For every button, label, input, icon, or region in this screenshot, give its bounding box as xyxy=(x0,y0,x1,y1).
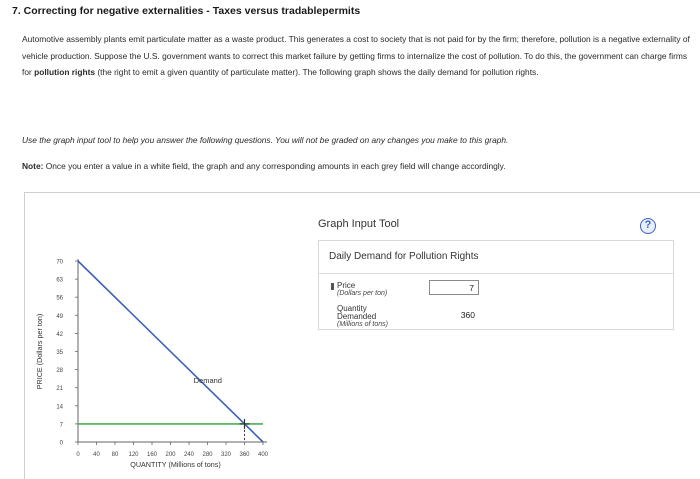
question-paragraph xyxy=(22,31,694,81)
price-label: Price xyxy=(337,281,356,290)
price-input[interactable] xyxy=(429,280,479,295)
x-tick-label: 320 xyxy=(220,452,232,458)
y-tick-label: 49 xyxy=(56,313,63,320)
paragraph-text-2: (the right to emit a given quantity of particulate matter). The following graph shows the daily demand for pollution rights. xyxy=(95,67,539,77)
x-tick-label: 120 xyxy=(128,452,139,458)
x-tick-label: 0 xyxy=(76,452,80,458)
note-label: Note: xyxy=(22,161,44,171)
graph-panel xyxy=(24,192,700,479)
x-tick-label: 80 xyxy=(111,452,119,458)
x-axis-label: QUANTITY (Millions of tons) xyxy=(130,460,221,469)
quantity-value: 360 xyxy=(460,310,475,320)
question-title: 7. Correcting for negative externalities - Taxes versus tradablepermits xyxy=(12,5,361,17)
y-tick-label: 35 xyxy=(56,350,63,356)
tool-title: Graph Input Tool xyxy=(318,218,400,230)
y-tick-label: 21 xyxy=(56,386,63,393)
y-tick-label: 42 xyxy=(56,331,63,338)
paragraph-bold-term: pollution rights xyxy=(34,67,96,77)
tool-heading: Daily Demand for Pollution Rights xyxy=(329,251,479,262)
tool-divider xyxy=(319,273,673,274)
x-tick-label: 280 xyxy=(202,452,213,458)
quantity-label-1: Quantity xyxy=(337,304,367,313)
y-tick-label: 7 xyxy=(59,422,63,429)
y-axis-label: PRICE (Dollars per ton) xyxy=(35,313,44,390)
y-tick-label: 14 xyxy=(56,404,63,411)
x-tick-label: 400 xyxy=(257,452,269,458)
y-tick-label: 70 xyxy=(56,259,63,266)
y-tick-label: 28 xyxy=(56,368,63,375)
tool-box xyxy=(318,240,674,330)
x-tick-label: 200 xyxy=(165,452,176,458)
x-tick-label: 360 xyxy=(239,452,250,458)
quantity-unit: (Millions of tons) xyxy=(337,321,388,328)
demand-curve xyxy=(78,261,263,442)
price-unit: (Dollars per ton) xyxy=(337,290,388,297)
y-tick-label: 0 xyxy=(59,440,63,447)
quantity-label-2: Demanded xyxy=(337,312,377,321)
demand-graph[interactable] xyxy=(25,193,315,479)
note-text xyxy=(22,161,506,171)
note-body: Once you enter a value in a white field, the graph and any corresponding amounts in each grey field will change accordingly. xyxy=(43,161,506,171)
demand-curve-label: Demand xyxy=(193,375,222,385)
help-icon[interactable]: ? xyxy=(640,218,656,234)
y-tick-label: 63 xyxy=(56,277,63,284)
instruction-text: Use the graph input tool to help you answer the following questions. You will not be graded on any changes you make to this graph. xyxy=(22,135,509,145)
price-marker-icon xyxy=(331,283,334,290)
x-tick-label: 240 xyxy=(183,452,195,458)
x-tick-label: 40 xyxy=(93,452,100,458)
paragraph-text-1: Automotive assembly plants emit particulate matter as a waste product. This generates a cost to society that is not paid for by the firm; therefore, pollution is a negative externality of vehicle production. Suppose the U.S. government wants to correct this market failure by getting firms to internalize the cost of pollution. To do this, the government can charge firms for xyxy=(22,34,690,77)
x-tick-label: 160 xyxy=(146,452,158,458)
y-tick-label: 56 xyxy=(56,295,63,302)
